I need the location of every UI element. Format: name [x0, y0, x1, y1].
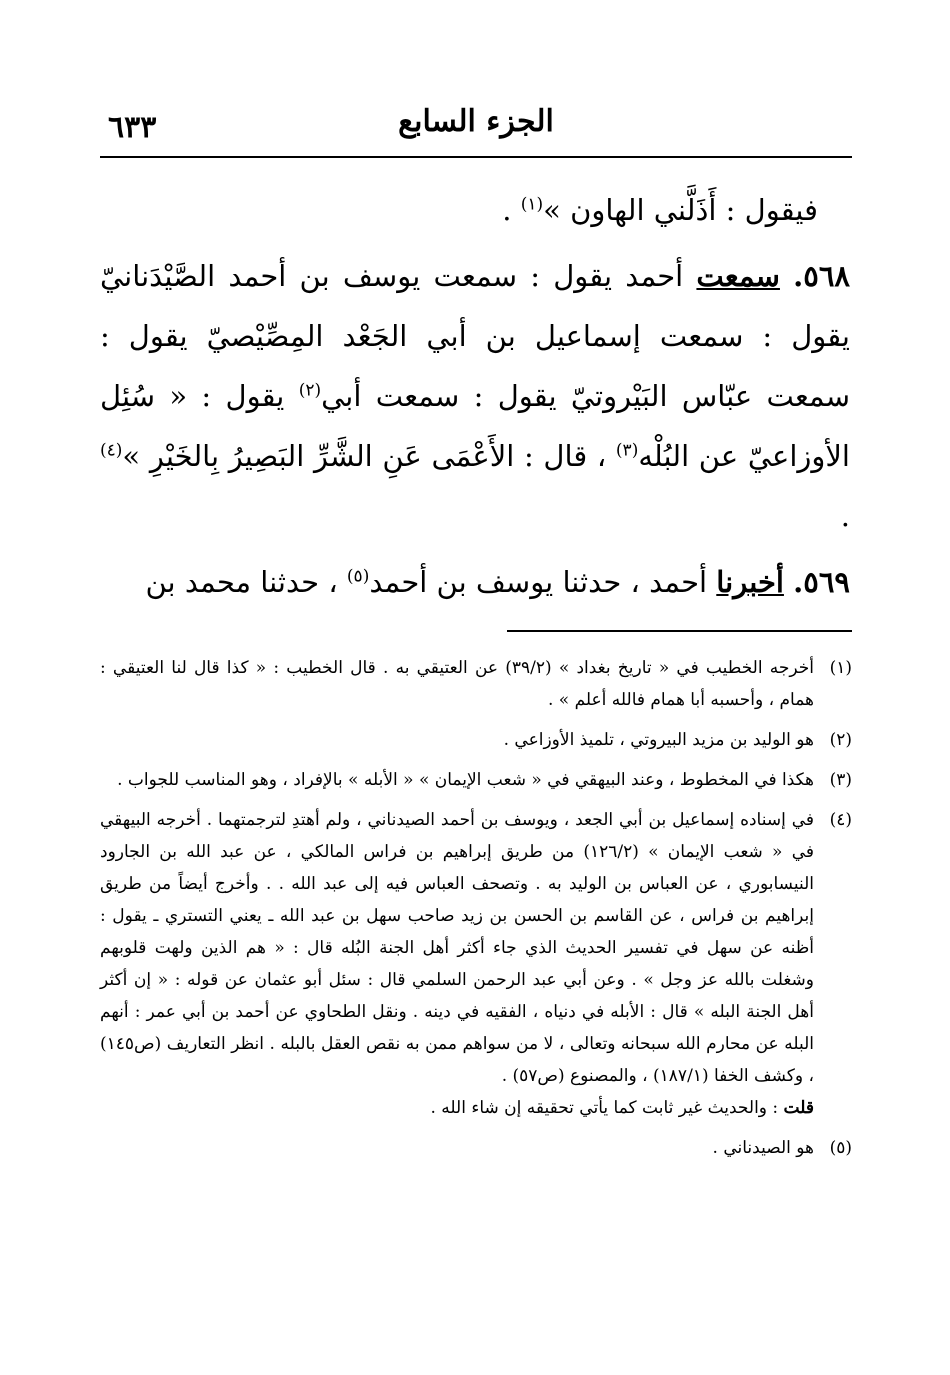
footnotes — [100, 652, 852, 1164]
entry-text-b: يقول : « سُئِل الأوزاعيّ عن البُلْه — [100, 379, 850, 473]
entry-text-b: ، حدثنا محمد بن — [145, 565, 347, 599]
entry-number: ٥٦٩. — [793, 565, 850, 599]
footnote-2 — [100, 724, 852, 756]
continuation-end: . — [502, 193, 521, 227]
footnote-mark: (٥) — [829, 1138, 852, 1158]
footnote-4 — [100, 804, 852, 1124]
continuation-text: فيقول : أَذَلَّني الهاون » — [543, 193, 818, 227]
entry-text-a: أحمد يقول : سمعت يوسف بن أحمد الصَّيْدَنانيّ يقول : سمعت إسماعيل بن أبي الجَعْد المِصِّيْصيّ يقول : سمعت عبّاس البَيْروتيّ يقول : سمعت أبي — [100, 259, 850, 413]
qult-label: قلت — [783, 1098, 814, 1118]
note-ref-4: (٤) — [100, 440, 123, 461]
entry-text-c: ، قال : الأَعْمَى عَنِ الشَّرِّ البَصِيرُ بِالخَيْرِ » — [122, 439, 616, 473]
page-header — [100, 90, 852, 158]
note-ref-3: (٣) — [615, 440, 639, 461]
footnote-text: هو الوليد بن مزيد البيروتي ، تلميذ الأوزاعي . — [503, 730, 814, 750]
page-number: ٦٣٣ — [108, 110, 157, 145]
note-ref-2: (٢) — [298, 380, 322, 401]
entry-number: ٥٦٨. — [793, 259, 851, 293]
entry-text-a: أحمد ، حدثنا يوسف بن أحمد — [369, 565, 717, 599]
entry-keyword: سمعت — [696, 259, 780, 293]
footnote-separator — [507, 630, 852, 632]
entry-keyword: أخبرنا — [716, 565, 784, 599]
running-title: الجزء السابع — [398, 104, 554, 139]
footnote-text: هكذا في المخطوط ، وعند البيهقي في « شعب الإيمان » « الأبله » بالإفراد ، وهو المناسب للجواب . — [117, 770, 814, 790]
footnote-mark: (٤) — [829, 810, 852, 830]
footnote-1 — [100, 652, 852, 716]
footnote-mark: (٣) — [829, 770, 852, 790]
continuation-line — [100, 180, 850, 240]
main-text — [100, 180, 852, 612]
entry-569 — [100, 552, 850, 612]
footnote-text: أخرجه الخطيب في « تاريخ بغداد » (٣٩/٢) عن العتيقي به . قال الخطيب : « كذا قال لنا العتيقي : همام ، وأحسبه أبا همام فالله أعلم » . — [100, 658, 814, 710]
note-ref-1: (١) — [520, 194, 544, 215]
footnote-text: في إسناده إسماعيل بن أبي الجعد ، ويوسف بن أحمد الصيدناني ، ولم أهتدِ لترجمتهما . أخرجه البيهقي في « شعب الإيمان » (١٢٦/٢) من طريق إبراهيم بن فراس المالكي ، عن عبد الله بن الجارود النيسابوري ، عن العباس بن الوليد به . وتصحف العباس فيه إلى عبد الله . . وأخرج أيضاً من طريق إبراهيم بن فراس ، عن القاسم بن الحسن بن زيد صاحب سهل بن عبد الله ـ يعني التستري ـ يقول : أظنه عن سهل في تفسير الحديث الذي جاء أكثر أهل الجنة البُله قال : « هم الذين ولهت قلوبهم وشغلت بالله عز وجل » . وعن أبي عبد الرحمن السلمي قال : سئل أبو عثمان عن قوله : « إن أكثر أهل الجنة البله » قال : الأبله في دنياه ، الفقيه في دينه . ونقل الطحاوي عن أحمد بن أبي عمر : أنهم البله عن محارم الله سبحانه وتعالى ، لا من سواهم ممن به نقص العقل بالبله . انظر التعاريف (ص١٤٥) ، وكشف الخفا (١٨٧/١) ، والمصنوع (ص٥٧) . — [100, 810, 814, 1086]
footnote-text: هو الصيدناني . — [712, 1138, 814, 1158]
footnote-comment — [100, 1092, 814, 1124]
footnote-body — [100, 804, 814, 1124]
footnote-mark: (١) — [829, 658, 852, 678]
book-page — [100, 90, 852, 1360]
qult-text: : والحديث غير ثابت كما يأتي تحقيقه إن شاء الله . — [430, 1098, 784, 1118]
entry-text-d: . — [840, 499, 850, 533]
footnote-mark: (٢) — [829, 730, 852, 750]
entry-568 — [100, 246, 850, 546]
note-ref-5: (٥) — [346, 566, 370, 587]
footnote-5 — [100, 1132, 852, 1164]
footnote-3 — [100, 764, 852, 796]
